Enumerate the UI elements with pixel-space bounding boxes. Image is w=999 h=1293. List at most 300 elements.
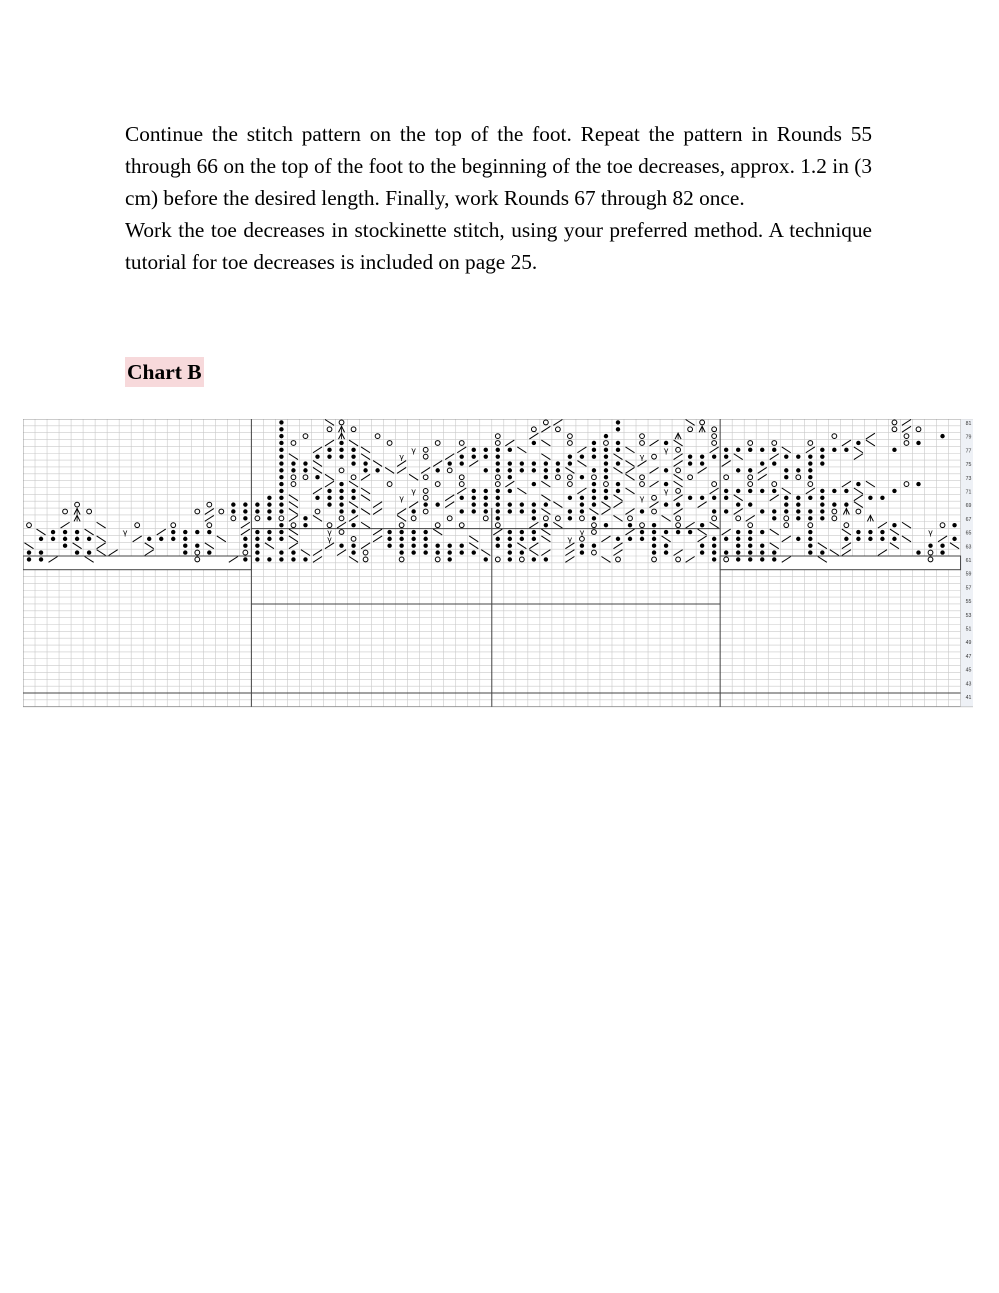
k2tog-mark	[770, 495, 779, 501]
purl-stitch-mark	[748, 489, 752, 493]
row-label: 51	[965, 626, 972, 633]
yarn-over-mark	[423, 495, 428, 500]
ssk-mark	[313, 467, 322, 473]
purl-stitch-mark	[279, 441, 283, 445]
purl-stitch-mark	[351, 496, 355, 500]
purl-stitch-mark	[39, 557, 43, 561]
purl-stitch-mark	[784, 502, 788, 506]
purl-stitch-mark	[484, 468, 488, 472]
yarn-over-mark	[736, 516, 741, 521]
purl-stitch-mark	[676, 502, 680, 506]
yarn-over-mark	[171, 523, 176, 528]
k2tog-mark	[782, 536, 791, 542]
yarn-over-mark	[772, 441, 777, 446]
ssk-mark	[902, 536, 911, 542]
yarn-over-mark	[640, 475, 645, 480]
purl-stitch-mark	[496, 509, 500, 513]
yarn-over-mark	[748, 441, 753, 446]
purl-stitch-mark	[460, 550, 464, 554]
purl-stitch-mark	[51, 530, 55, 534]
purl-stitch-mark	[291, 468, 295, 472]
ssk-mark	[469, 543, 478, 549]
k2tog-mark	[842, 543, 851, 549]
purl-stitch-mark	[544, 468, 548, 472]
ssk-mark	[662, 515, 671, 521]
yarn-over-mark	[568, 482, 573, 487]
purl-stitch-mark	[952, 523, 956, 527]
purl-stitch-mark	[279, 509, 283, 513]
purl-stitch-mark	[532, 509, 536, 513]
yarn-over-mark	[748, 523, 753, 528]
yarn-over-mark	[207, 523, 212, 528]
k2tog-mark	[854, 454, 863, 460]
yarn-over-mark	[339, 420, 344, 425]
purl-stitch-mark	[496, 516, 500, 520]
ssk-mark	[217, 536, 226, 542]
yarn-over-mark	[748, 482, 753, 487]
purl-stitch-mark	[279, 502, 283, 506]
yarn-over-mark	[676, 468, 681, 473]
yarn-over-mark	[339, 530, 344, 535]
ssk-mark	[361, 488, 370, 494]
yarn-over-mark	[676, 447, 681, 452]
yarn-over-mark	[339, 516, 344, 521]
purl-stitch-mark	[460, 461, 464, 465]
purl-stitch-mark	[808, 468, 812, 472]
purl-stitch-mark	[736, 537, 740, 541]
ssk-mark	[830, 550, 839, 556]
ssk-mark	[890, 543, 899, 549]
purl-stitch-mark	[616, 537, 620, 541]
yarn-over-mark	[568, 441, 573, 446]
purl-stitch-mark	[712, 544, 716, 548]
purl-stitch-mark	[87, 537, 91, 541]
k2tog-mark	[373, 529, 382, 535]
purl-stitch-mark	[484, 509, 488, 513]
yarn-over-mark	[652, 495, 657, 500]
purl-stitch-mark	[604, 454, 608, 458]
purl-stitch-mark	[880, 530, 884, 534]
purl-stitch-mark	[784, 454, 788, 458]
k2tog-mark	[710, 447, 719, 453]
purl-stitch-mark	[279, 537, 283, 541]
yarn-over-mark	[447, 468, 452, 473]
k2tog-mark	[325, 481, 334, 487]
k2tog-mark	[373, 536, 382, 542]
purl-stitch-mark	[736, 448, 740, 452]
purl-stitch-mark	[339, 448, 343, 452]
k2tog-mark	[397, 509, 406, 515]
yarn-over-mark	[423, 475, 428, 480]
yarn-over-mark	[712, 516, 717, 521]
purl-stitch-mark	[279, 434, 283, 438]
purl-stitch-mark	[856, 530, 860, 534]
purl-stitch-mark	[520, 537, 524, 541]
k2tog-mark	[445, 495, 454, 501]
row-label: 41	[965, 695, 972, 702]
purl-stitch-mark	[315, 454, 319, 458]
ssk-mark	[361, 454, 370, 460]
purl-stitch-mark	[880, 496, 884, 500]
ssk-mark	[854, 447, 863, 453]
yarn-over-mark	[435, 557, 440, 562]
yarn-over-mark	[495, 441, 500, 446]
purl-stitch-mark	[808, 544, 812, 548]
purl-stitch-mark	[448, 461, 452, 465]
ssk-mark	[349, 440, 358, 446]
ssk-mark	[85, 529, 94, 535]
purl-stitch-mark	[243, 502, 247, 506]
purl-stitch-mark	[279, 420, 283, 424]
purl-stitch-mark	[820, 509, 824, 513]
purl-stitch-mark	[27, 550, 31, 554]
purl-stitch-mark	[916, 482, 920, 486]
yarn-over-mark	[676, 489, 681, 494]
purl-stitch-mark	[616, 441, 620, 445]
k2tog-mark	[565, 557, 574, 563]
yarn-over-mark	[27, 523, 32, 528]
purl-stitch-mark	[652, 523, 656, 527]
yarn-over-mark	[291, 441, 296, 446]
yarn-over-mark	[555, 427, 560, 432]
purl-stitch-mark	[808, 537, 812, 541]
purl-stitch-mark	[640, 509, 644, 513]
k2tog-mark	[806, 488, 815, 494]
purl-stitch-mark	[460, 544, 464, 548]
ssk-mark	[361, 522, 370, 528]
purl-stitch-mark	[772, 489, 776, 493]
purl-stitch-mark	[496, 468, 500, 472]
k2tog-mark	[313, 557, 322, 563]
ssk-mark	[686, 420, 695, 426]
twisted-stitch-mark: γ	[411, 486, 417, 496]
ssk-mark	[782, 488, 791, 494]
purl-stitch-mark	[796, 502, 800, 506]
purl-stitch-mark	[279, 496, 283, 500]
purl-stitch-mark	[183, 530, 187, 534]
yarn-over-mark	[832, 434, 837, 439]
yarn-over-mark	[231, 516, 236, 521]
purl-stitch-mark	[267, 502, 271, 506]
yarn-over-mark	[291, 523, 296, 528]
yarn-over-mark	[808, 482, 813, 487]
purl-stitch-mark	[736, 557, 740, 561]
ssk-mark	[289, 502, 298, 508]
k2tog-mark	[902, 420, 911, 426]
purl-stitch-mark	[255, 530, 259, 534]
k2tog-mark	[770, 454, 779, 460]
yarn-over-mark	[712, 482, 717, 487]
ssk-mark	[289, 454, 298, 460]
ssk-mark	[529, 550, 538, 556]
paragraph-toe-decreases: Work the toe decreases in stockinette stitch, using your preferred method. A technique tutorial for toe decreases is included on page 25.	[125, 218, 872, 274]
purl-stitch-mark	[808, 475, 812, 479]
k2tog-mark	[650, 481, 659, 487]
k2tog-mark	[577, 488, 586, 494]
ssk-mark	[361, 447, 370, 453]
purl-stitch-mark	[760, 544, 764, 548]
purl-stitch-mark	[604, 468, 608, 472]
purl-stitch-mark	[279, 475, 283, 479]
purl-stitch-mark	[604, 434, 608, 438]
row-label: 77	[965, 448, 972, 455]
purl-stitch-mark	[712, 557, 716, 561]
k2tog-mark	[674, 454, 683, 460]
ssk-mark	[373, 461, 382, 467]
ssk-mark	[734, 495, 743, 501]
chart-heading: Chart B	[125, 357, 204, 387]
k2tog-mark	[758, 474, 767, 480]
yarn-over-mark	[748, 475, 753, 480]
yarn-over-mark	[531, 427, 536, 432]
k2tog-mark	[650, 440, 659, 446]
purl-stitch-mark	[411, 530, 415, 534]
purl-stitch-mark	[808, 550, 812, 554]
purl-stitch-mark	[351, 509, 355, 513]
yarn-over-mark	[592, 530, 597, 535]
purl-stitch-mark	[544, 461, 548, 465]
k2tog-mark	[109, 550, 118, 556]
yarn-over-mark	[808, 523, 813, 528]
ssk-mark	[613, 467, 622, 473]
ssk-mark	[289, 495, 298, 501]
purl-stitch-mark	[616, 461, 620, 465]
ssk-mark	[205, 543, 214, 549]
purl-stitch-mark	[772, 550, 776, 554]
yarn-over-mark	[63, 509, 68, 514]
k2tog-mark	[674, 461, 683, 467]
yarn-over-mark	[519, 557, 524, 562]
purl-stitch-mark	[832, 502, 836, 506]
ssk-mark	[541, 509, 550, 515]
purl-stitch-mark	[760, 550, 764, 554]
purl-stitch-mark	[255, 557, 259, 561]
ssk-mark	[770, 529, 779, 535]
purl-stitch-mark	[532, 482, 536, 486]
yarn-over-mark	[928, 550, 933, 555]
purl-stitch-mark	[339, 482, 343, 486]
yarn-over-mark	[712, 427, 717, 432]
purl-stitch-mark	[628, 537, 632, 541]
ssk-mark	[433, 529, 442, 535]
purl-stitch-mark	[279, 454, 283, 458]
purl-stitch-mark	[39, 550, 43, 554]
k2tog-mark	[577, 447, 586, 453]
purl-stitch-mark	[327, 502, 331, 506]
purl-stitch-mark	[291, 550, 295, 554]
k2tog-mark	[337, 522, 346, 528]
k2tog-mark	[674, 495, 683, 501]
ssk-mark	[541, 536, 550, 542]
purl-stitch-mark	[808, 461, 812, 465]
purl-stitch-mark	[508, 537, 512, 541]
purl-stitch-mark	[760, 557, 764, 561]
purl-stitch-mark	[724, 509, 728, 513]
purl-stitch-mark	[688, 461, 692, 465]
purl-stitch-mark	[520, 468, 524, 472]
purl-stitch-mark	[820, 496, 824, 500]
yarn-over-mark	[543, 516, 548, 521]
yarn-over-mark	[243, 550, 248, 555]
ssk-mark	[674, 474, 683, 480]
purl-stitch-mark	[315, 475, 319, 479]
ssk-mark	[626, 488, 635, 494]
purl-stitch-mark	[652, 537, 656, 541]
yarn-over-mark	[784, 523, 789, 528]
row-label: 53	[965, 612, 972, 619]
row-label: 71	[965, 489, 972, 496]
purl-stitch-mark	[231, 509, 235, 513]
purl-stitch-mark	[940, 550, 944, 554]
yarn-over-mark	[363, 557, 368, 562]
ssk-mark	[37, 529, 46, 535]
purl-stitch-mark	[724, 550, 728, 554]
yarn-over-mark	[459, 475, 464, 480]
ssk-mark	[541, 440, 550, 446]
yarn-over-mark	[291, 475, 296, 480]
row-label: 59	[965, 571, 972, 578]
purl-stitch-mark	[664, 468, 668, 472]
purl-stitch-mark	[291, 461, 295, 465]
purl-stitch-mark	[520, 509, 524, 513]
yarn-over-mark	[688, 475, 693, 480]
purl-stitch-mark	[748, 502, 752, 506]
yarn-over-mark	[592, 475, 597, 480]
yarn-over-mark	[592, 523, 597, 528]
purl-stitch-mark	[580, 550, 584, 554]
purl-stitch-mark	[700, 544, 704, 548]
ssk-mark	[349, 502, 358, 508]
k2tog-mark	[493, 529, 502, 535]
ssk-mark	[517, 447, 526, 453]
purl-stitch-mark	[772, 516, 776, 520]
purl-stitch-mark	[592, 516, 596, 520]
purl-stitch-mark	[267, 496, 271, 500]
purl-stitch-mark	[351, 550, 355, 554]
purl-stitch-mark	[664, 530, 668, 534]
purl-stitch-mark	[327, 454, 331, 458]
purl-stitch-mark	[460, 509, 464, 513]
purl-stitch-mark	[868, 537, 872, 541]
ssk-mark	[541, 481, 550, 487]
ssk-mark	[325, 474, 334, 480]
purl-stitch-mark	[916, 441, 920, 445]
purl-stitch-mark	[508, 448, 512, 452]
ssk-mark	[469, 536, 478, 542]
purl-stitch-mark	[195, 530, 199, 534]
ssk-mark	[734, 454, 743, 460]
purl-stitch-mark	[712, 509, 716, 513]
k2tog-mark	[313, 447, 322, 453]
purl-stitch-mark	[183, 550, 187, 554]
purl-stitch-mark	[592, 544, 596, 548]
purl-stitch-mark	[496, 461, 500, 465]
purl-stitch-mark	[940, 544, 944, 548]
yarn-over-mark	[688, 427, 693, 432]
purl-stitch-mark	[568, 454, 572, 458]
purl-stitch-mark	[748, 537, 752, 541]
ssk-mark	[301, 550, 310, 556]
ssk-mark	[361, 509, 370, 515]
ssk-mark	[289, 536, 298, 542]
k2tog-mark	[469, 461, 478, 467]
k2tog-mark	[553, 420, 562, 426]
purl-stitch-mark	[508, 489, 512, 493]
purl-stitch-mark	[472, 448, 476, 452]
purl-stitch-mark	[868, 530, 872, 534]
purl-stitch-mark	[279, 530, 283, 534]
k2tog-mark	[698, 467, 707, 473]
purl-stitch-mark	[496, 502, 500, 506]
purl-stitch-mark	[724, 496, 728, 500]
purl-stitch-mark	[387, 544, 391, 548]
purl-stitch-mark	[700, 523, 704, 527]
purl-stitch-mark	[556, 461, 560, 465]
twisted-stitch-mark: γ	[399, 452, 404, 462]
k2tog-mark	[650, 467, 659, 473]
twisted-stitch-mark: γ	[122, 528, 128, 538]
k2tog-mark	[529, 433, 538, 439]
purl-stitch-mark	[604, 475, 608, 479]
purl-stitch-mark	[460, 454, 464, 458]
purl-stitch-mark	[279, 550, 283, 554]
purl-stitch-mark	[592, 482, 596, 486]
purl-stitch-mark	[520, 550, 524, 554]
purl-stitch-mark	[592, 448, 596, 452]
purl-stitch-mark	[604, 496, 608, 500]
k2tog-mark	[529, 543, 538, 549]
yarn-over-mark	[784, 516, 789, 521]
purl-stitch-mark	[448, 550, 452, 554]
purl-stitch-mark	[832, 489, 836, 493]
row-label: 45	[965, 667, 972, 674]
yarn-over-mark	[712, 434, 717, 439]
purl-stitch-mark	[616, 420, 620, 424]
yarn-over-mark	[640, 441, 645, 446]
purl-stitch-mark	[700, 550, 704, 554]
purl-stitch-mark	[712, 537, 716, 541]
yarn-over-mark	[351, 427, 356, 432]
row-label: 61	[965, 558, 972, 565]
ssk-mark	[145, 543, 154, 549]
k2tog-mark	[674, 550, 683, 556]
purl-stitch-mark	[363, 468, 367, 472]
yarn-over-mark	[423, 489, 428, 494]
purl-stitch-mark	[339, 496, 343, 500]
twisted-stitch-mark: γ	[411, 445, 417, 455]
yarn-over-mark	[832, 516, 837, 521]
yarn-over-mark	[435, 482, 440, 487]
purl-stitch-mark	[411, 544, 415, 548]
k2tog-mark	[613, 550, 622, 556]
purl-stitch-mark	[640, 530, 644, 534]
purl-stitch-mark	[448, 557, 452, 561]
purl-stitch-mark	[568, 461, 572, 465]
purl-stitch-mark	[484, 502, 488, 506]
purl-stitch-mark	[844, 448, 848, 452]
purl-stitch-mark	[51, 537, 55, 541]
yarn-over-mark	[483, 516, 488, 521]
k2tog-mark	[878, 550, 887, 556]
yarn-over-mark	[399, 557, 404, 562]
purl-stitch-mark	[580, 475, 584, 479]
purl-stitch-mark	[616, 489, 620, 493]
k2tog-mark	[541, 426, 550, 432]
purl-stitch-mark	[784, 468, 788, 472]
purl-stitch-mark	[484, 489, 488, 493]
ssk-mark	[601, 557, 610, 563]
ssk-mark	[589, 509, 598, 515]
